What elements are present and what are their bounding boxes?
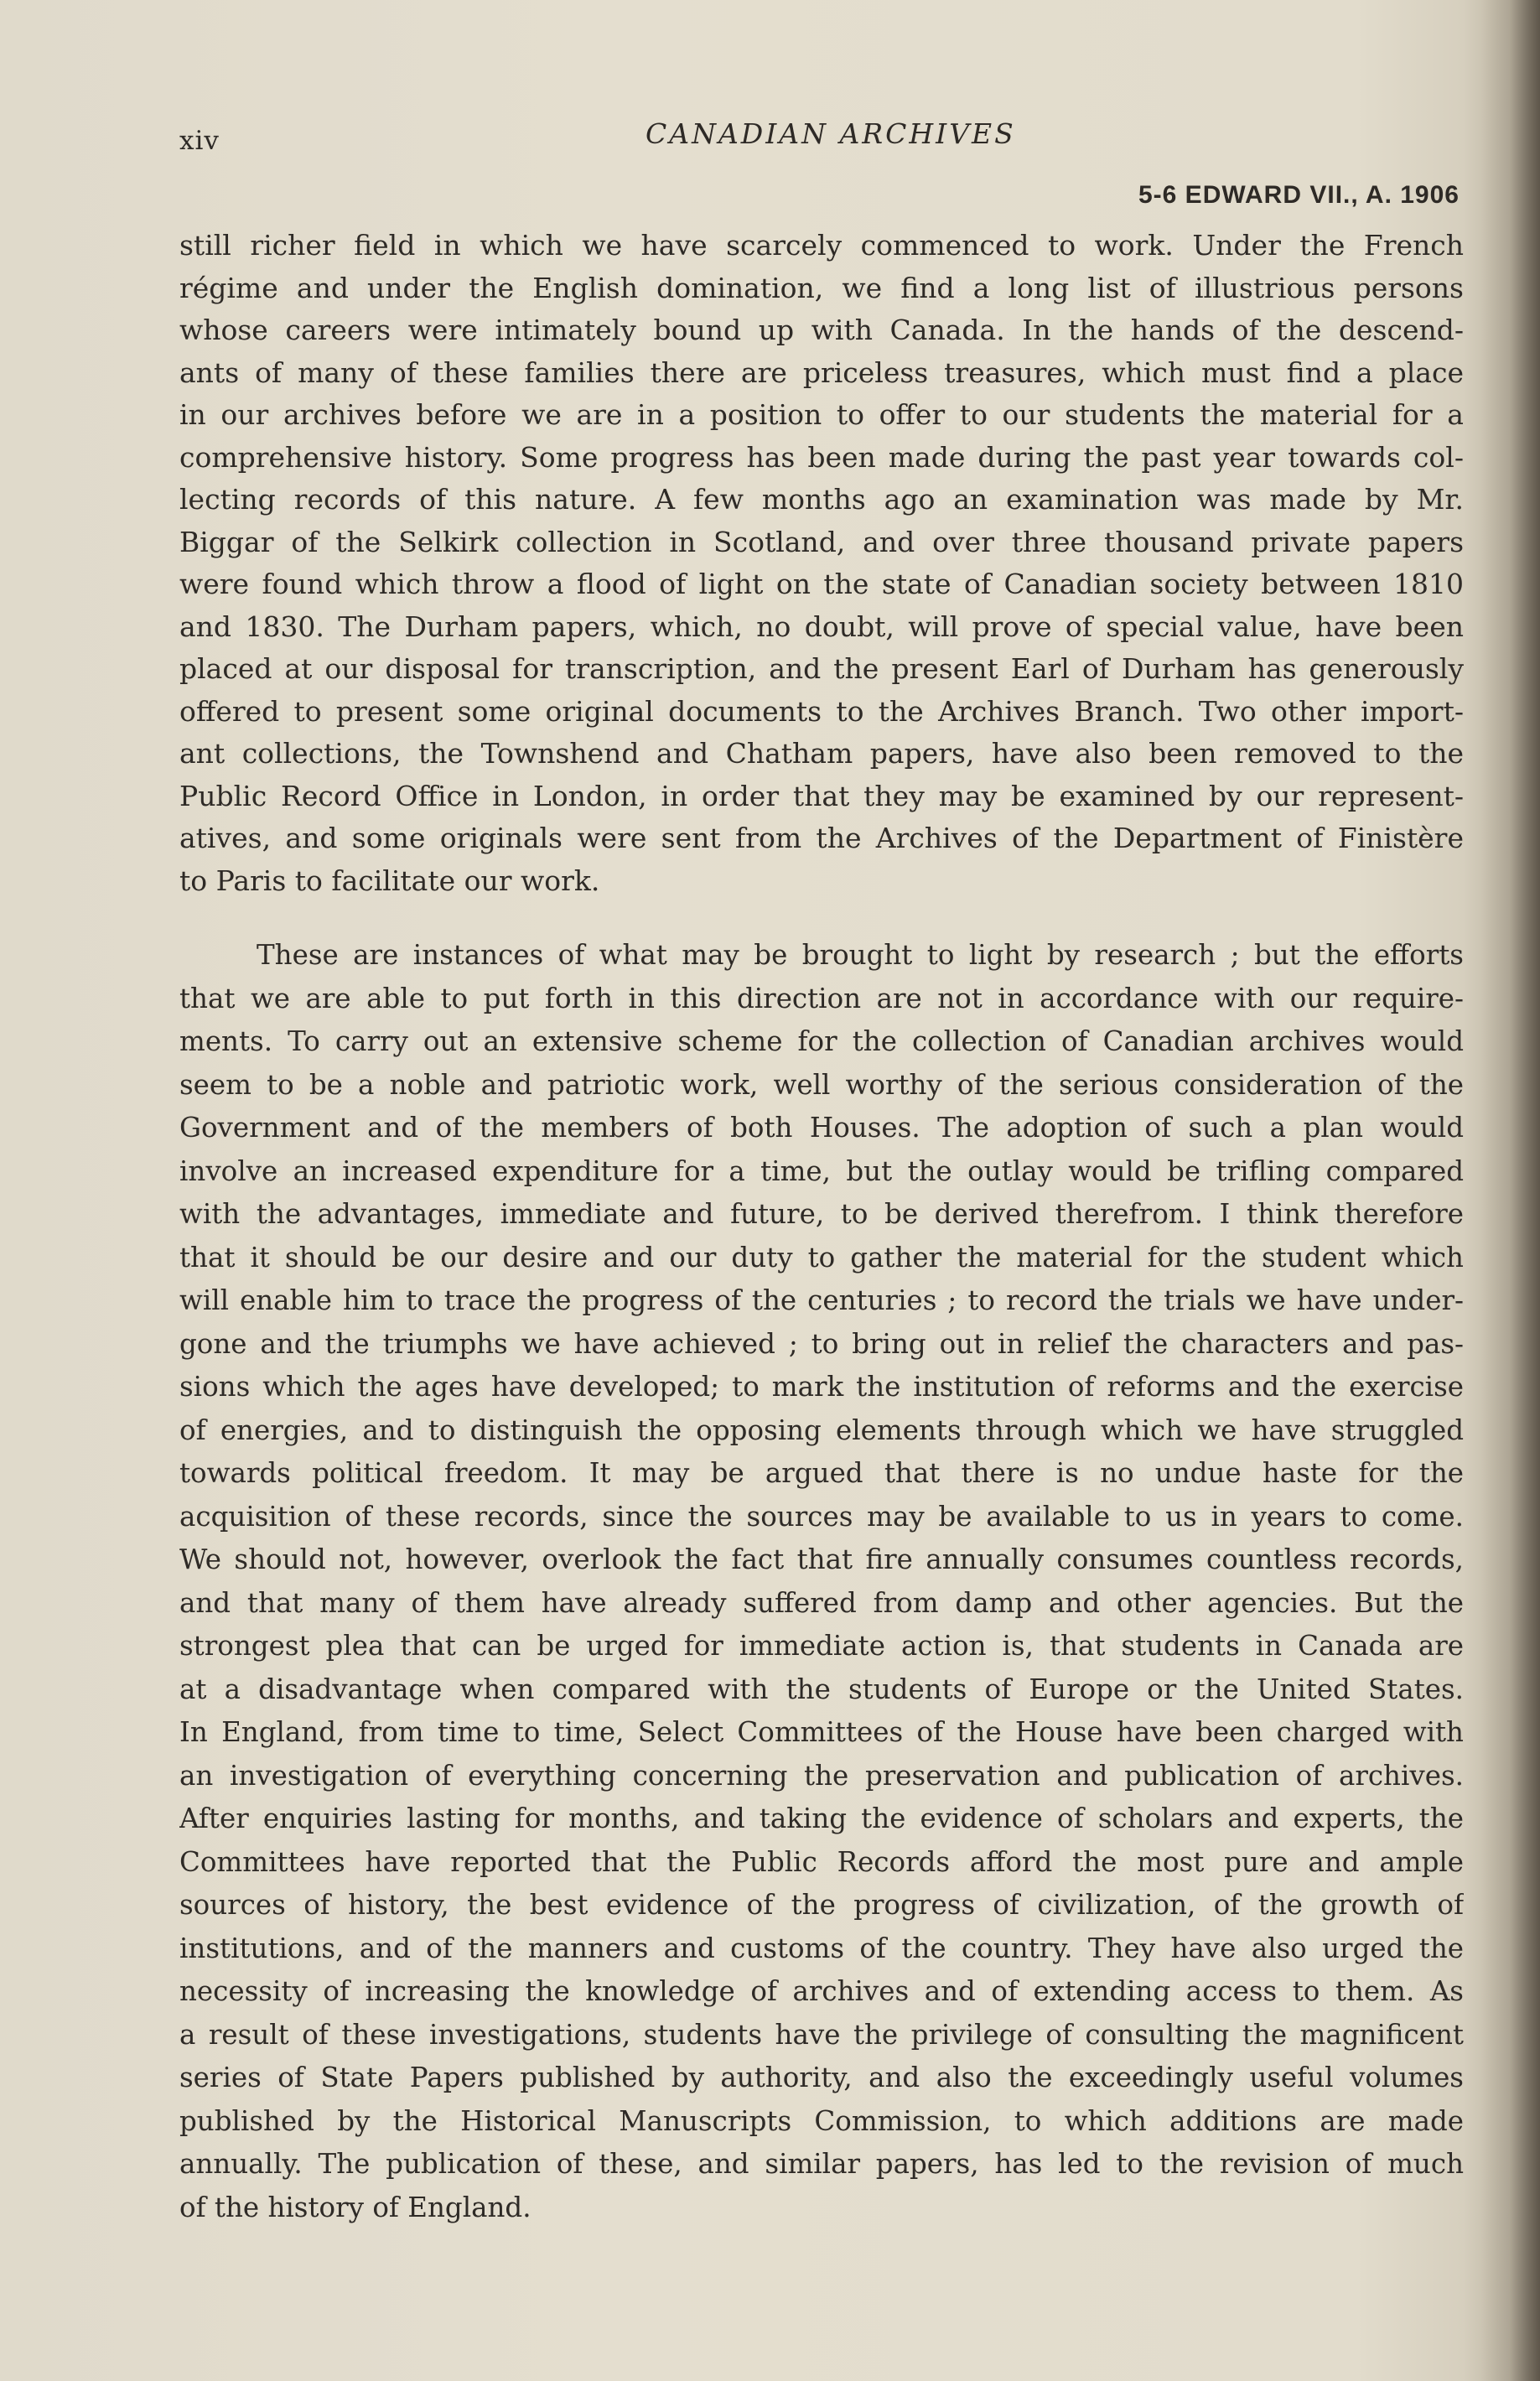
- text-line: gone and the triumphs we have achieved ; to bring out in relief the characters and pas-: [179, 1327, 1464, 1360]
- text-line: ments. To carry out an extensive scheme for the collection of Canadian archives would: [179, 1025, 1464, 1057]
- text-line: in our archives before we are in a position to offer to our students the material for a: [179, 398, 1464, 431]
- text-line: whose careers were intimately bound up with Canada. In the hands of the descend-: [179, 314, 1464, 346]
- page-number: xiv: [179, 126, 220, 156]
- text-line: Biggar of the Selkirk collection in Scotland, and over three thousand private papers: [179, 525, 1464, 558]
- text-line: that we are able to put forth in this direction are not in accordance with our require-: [179, 982, 1464, 1014]
- page-edge-shadow: [1481, 0, 1540, 2381]
- text-line: towards political freedom. It may be argued that there is no undue haste for the: [179, 1457, 1464, 1489]
- text-line: acquisition of these records, since the sources may be available to us in years to come.: [179, 1500, 1464, 1533]
- text-line: a result of these investigations, students have the privilege of consulting the magnificent: [179, 2018, 1464, 2051]
- text-line: and that many of them have already suffered from damp and other agencies. But the: [179, 1586, 1464, 1619]
- running-title: CANADIAN ARCHIVES: [646, 117, 1016, 150]
- body-text: [179, 225, 1464, 2229]
- text-line: were found which throw a flood of light on the state of Canadian society between 1810: [179, 568, 1464, 600]
- text-line: After enquiries lasting for months, and taking the evidence of scholars and experts, the: [179, 1803, 1464, 1834]
- text-line: régime and under the English domination, we find a long list of illustrious persons: [179, 271, 1464, 304]
- text-line: We should not, however, overlook the fact that fire annually consumes countless records,: [179, 1543, 1464, 1575]
- text-line: series of State Papers published by authority, and also the exceedingly useful volumes: [179, 2062, 1464, 2093]
- text-line: will enable him to trace the progress of the centuries ; to record the trials we have under-: [179, 1284, 1464, 1316]
- text-line: seem to be a noble and patriotic work, well worthy of the serious consideration of the: [179, 1068, 1464, 1101]
- text-line: annually. The publication of these, and similar papers, has led to the revision of much: [179, 2148, 1464, 2180]
- text-line: still richer field in which we have scarcely commenced to work. Under the French: [179, 229, 1464, 262]
- text-line: comprehensive history. Some progress has been made during the past year towards col-: [179, 440, 1464, 474]
- text-line: Committees have reported that the Public Records afford the most pure and ample: [179, 1845, 1464, 1878]
- text-line: involve an increased expenditure for a time, but the outlay would be trifling compared: [179, 1154, 1464, 1187]
- text-line: institutions, and of the manners and customs of the country. They have also urged the: [179, 1932, 1464, 1964]
- text-line: published by the Historical Manuscripts Commission, to which additions are made: [179, 2104, 1464, 2137]
- text-line: an investigation of everything concerning the preservation and publication of archives.: [179, 1759, 1464, 1792]
- text-line: placed at our disposal for transcription, and the present Earl of Durham has generously: [179, 652, 1464, 685]
- paragraph-1: [179, 225, 1464, 902]
- text-line: of energies, and to distinguish the opposing elements through which we have struggled: [179, 1414, 1464, 1446]
- text-line: ants of many of these families there are priceless treasures, which must find a place: [179, 355, 1464, 389]
- text-line: strongest plea that can be urged for immediate action is, that students in Canada are: [179, 1630, 1464, 1662]
- text-line: ant collections, the Townshend and Chatham papers, have also been removed to the: [179, 737, 1464, 770]
- text-line: of the history of England.: [179, 2191, 531, 2223]
- text-line: necessity of increasing the knowledge of archives and of extending access to them. As: [179, 1975, 1464, 2007]
- text-line: sions which the ages have developed; to mark the institution of reforms and the exercise: [179, 1371, 1464, 1403]
- text-line: that it should be our desire and our duty to gather the material for the student which: [179, 1241, 1464, 1273]
- text-line: Government and of the members of both Houses. The adoption of such a plan would: [179, 1112, 1464, 1144]
- session-label: 5-6 EDWARD VII., A. 1906: [1138, 181, 1460, 209]
- text-line: and 1830. The Durham papers, which, no doubt, will prove of special value, have been: [179, 610, 1464, 643]
- text-line: offered to present some original documents to the Archives Branch. Two other import-: [179, 694, 1464, 728]
- text-line: lecting records of this nature. A few months ago an examination was made by Mr.: [179, 483, 1464, 516]
- text-line: sources of history, the best evidence of the progress of civilization, of the growth of: [179, 1889, 1464, 1921]
- text-line: Public Record Office in London, in order that they may be examined by our represent-: [179, 779, 1464, 812]
- paragraph-2: [179, 934, 1464, 2229]
- text-line: with the advantages, immediate and future, to be derived therefrom. I think therefore: [179, 1198, 1464, 1230]
- text-line: atives, and some originals were sent from the Archives of the Department of Finistère: [179, 822, 1464, 854]
- text-line: In England, from time to time, Select Committees of the House have been charged with: [179, 1716, 1464, 1748]
- text-line: at a disadvantage when compared with the students of Europe or the United States.: [179, 1673, 1464, 1705]
- text-line: These are instances of what may be brought to light by research ; but the efforts: [257, 939, 1464, 971]
- text-line: to Paris to facilitate our work.: [179, 864, 600, 897]
